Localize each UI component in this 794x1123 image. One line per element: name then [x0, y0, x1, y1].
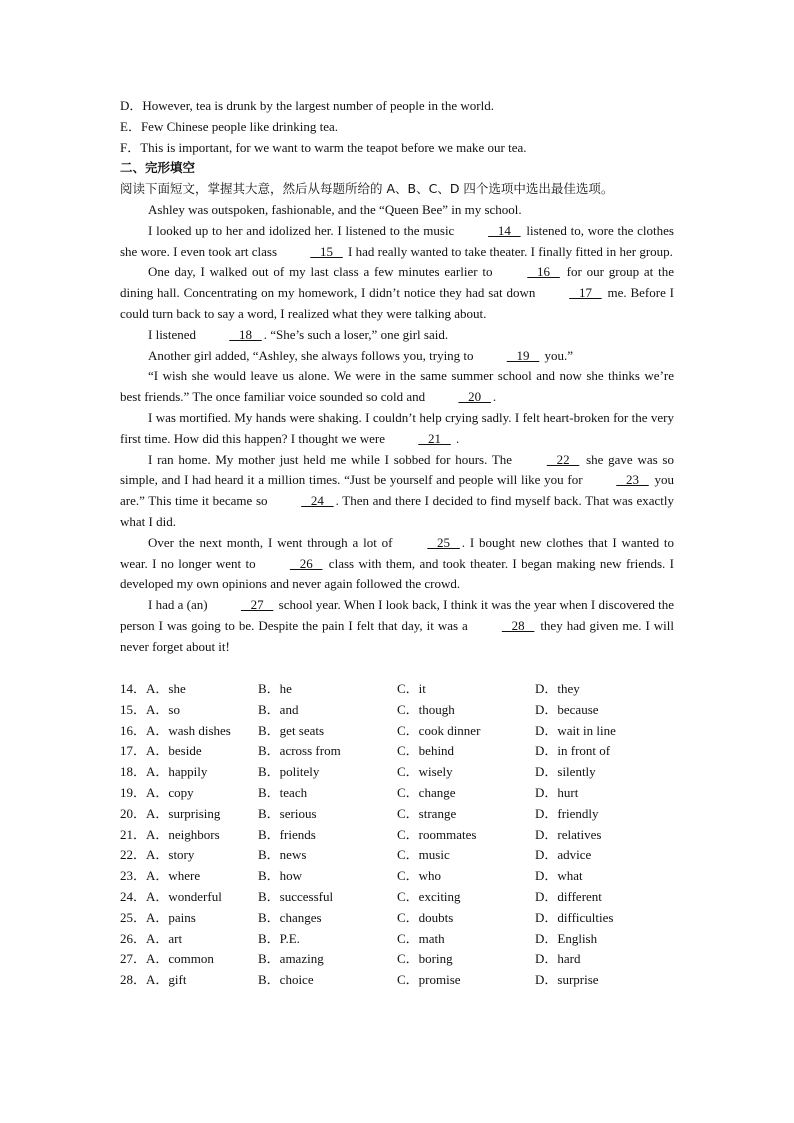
option-c: C．math [397, 930, 445, 946]
passage-text: . [492, 389, 497, 405]
option-f-line: F．This is important, for we want to warm the teapot before we make our tea. [120, 139, 527, 155]
option-d-line: D．However, tea is drunk by the largest number of people in the world. [120, 98, 494, 113]
question-row [120, 783, 680, 804]
option-d: D．in front of [535, 743, 611, 759]
section-instruction: 阅读下面短文，掌握其大意，然后从每题所给的 A、B、C、D 四个选项中选出最佳选项。 [120, 181, 614, 197]
question-row [120, 970, 680, 991]
passage-paragraph [120, 408, 674, 450]
passage-text: . Then and there I decided to find myself back. That was exactly what I did. [120, 493, 674, 529]
option-c: C．behind [397, 743, 455, 759]
question-row [120, 762, 680, 783]
passage-text: . “She’s such a loser,” one girl said. [263, 326, 449, 342]
option-c: C．doubts [397, 909, 454, 925]
option-a: 16．A．wash dishes [120, 722, 231, 738]
option-d: D．what [535, 868, 583, 884]
option-b: B．news [258, 847, 307, 863]
option-d: D．relatives [535, 826, 602, 842]
option-b: B．serious [258, 805, 317, 821]
option-a: 14．A．she [120, 681, 186, 696]
passage-text: . [452, 430, 460, 446]
passage-paragraph [120, 595, 674, 657]
option-a: 15．A．so [120, 701, 180, 717]
passage-paragraph [120, 533, 674, 595]
question-row [120, 887, 680, 908]
option-a: 26．A．art [120, 930, 183, 946]
passage-text: Over the next month, I went through a lot of [148, 534, 398, 550]
cloze-blank: 23 [616, 472, 649, 488]
option-a: 20．A．surprising [120, 805, 221, 821]
cloze-blank: 18 [229, 326, 262, 342]
option-b: B．and [258, 701, 299, 717]
passage-text: for our group at the dining hall. Concentrating on my homework, I didn’t notice they had sat down [120, 264, 674, 301]
option-d: D．hurt [535, 784, 579, 800]
option-b: B．he [258, 681, 292, 696]
section-title: 二、完形填空 [120, 160, 196, 176]
passage-text: listened to, wore the clothes she wore. I even took art class [120, 222, 674, 259]
cloze-blank: 24 [301, 493, 334, 509]
passage-paragraph [120, 450, 674, 533]
option-e-line: E．Few Chinese people like drinking tea. [120, 118, 339, 134]
option-a: 25．A．pains [120, 909, 196, 925]
option-b: B．how [258, 868, 303, 884]
option-b: B．P.E. [258, 930, 300, 946]
option-b: B．get seats [258, 722, 325, 738]
option-a: 17．A．beside [120, 743, 202, 759]
cloze-blank: 19 [506, 347, 540, 363]
cloze-blank: 15 [310, 243, 343, 259]
option-c: C．change [397, 784, 456, 800]
option-c: C．promise [397, 972, 461, 988]
passage-text: she gave was so simple, and I had heard it a million times. “Just be yourself and people will like you for [120, 451, 674, 488]
option-c: C．exciting [397, 888, 461, 904]
option-d: D．because [535, 701, 599, 717]
option-c: C．though [397, 701, 455, 717]
option-c: C．who [397, 868, 442, 884]
option-a: 18．A．happily [120, 764, 208, 780]
question-row [120, 825, 680, 846]
cloze-blank: 22 [546, 451, 580, 467]
passage-text: class with them, and took theater. I began making new friends. I developed my own opinions and never again followed the crowd. [120, 555, 674, 592]
option-c: C．it [397, 681, 426, 696]
option-d: D．different [535, 888, 602, 904]
cloze-blank: 20 [458, 389, 491, 405]
option-c: C．wisely [397, 764, 453, 780]
option-b: B．friends [258, 826, 316, 842]
option-b: B．teach [258, 784, 308, 800]
option-c: C．cook dinner [397, 722, 481, 738]
cloze-blank: 27 [240, 597, 274, 613]
option-b: B．amazing [258, 951, 324, 967]
passage-text: they had given me. I will never forget about it! [120, 617, 674, 654]
passage-text: you.” [541, 347, 574, 363]
option-a: 21．A．neighbors [120, 826, 220, 842]
option-d: D．friendly [535, 805, 599, 821]
question-row [120, 700, 680, 721]
question-row [120, 721, 680, 742]
document-page [120, 96, 674, 658]
passage-text: Another girl added, “Ashley, she always follows you, trying to [148, 347, 477, 363]
option-b: B．politely [258, 764, 320, 780]
cloze-passage [120, 200, 674, 658]
passage-text: I looked up to her and idolized her. I listened to the music [148, 222, 459, 238]
option-a: 24．A．wonderful [120, 888, 222, 904]
option-d: D．wait in line [535, 722, 616, 738]
passage-text: . I bought new clothes that I wanted to wear. I no longer went to [120, 534, 674, 571]
option-a: 28．A．gift [120, 972, 187, 988]
passage-paragraph [120, 325, 674, 346]
option-b: B．across from [258, 743, 341, 759]
question-row [120, 949, 680, 970]
option-d: D．surprise [535, 972, 599, 988]
cloze-blank: 17 [569, 285, 602, 301]
passage-paragraph [120, 200, 674, 221]
passage-text: I listened [148, 326, 200, 342]
option-b: B．changes [258, 909, 322, 925]
question-row [120, 866, 680, 887]
passage-paragraph [120, 366, 674, 408]
question-row [120, 929, 680, 950]
cloze-blank: 14 [488, 222, 521, 238]
option-c: C．strange [397, 805, 457, 821]
option-a: 19．A．copy [120, 784, 194, 800]
passage-paragraph [120, 221, 674, 263]
question-row [120, 679, 680, 700]
option-d: D．hard [535, 951, 581, 967]
option-d: D．advice [535, 847, 592, 863]
passage-text: I had really wanted to take theater. I finally fitted in her group. [344, 243, 673, 259]
passage-text: you are.” This time it became so [120, 472, 675, 509]
question-row [120, 741, 680, 762]
passage-text: Ashley was outspoken, fashionable, and the “Queen Bee” in my school. [148, 201, 522, 217]
question-row [120, 804, 680, 825]
passage-text: One day, I walked out of my last class a few minutes earlier to [148, 264, 498, 280]
cloze-blank: 26 [289, 555, 323, 571]
option-c: C．roommates [397, 826, 477, 842]
option-c: C．boring [397, 951, 453, 967]
option-d: D．difficulties [535, 909, 614, 925]
question-row [120, 845, 680, 866]
option-d: D．silently [535, 764, 596, 780]
option-a: 27．A．common [120, 951, 214, 967]
option-d: D．they [535, 681, 580, 696]
passage-text: I was mortified. My hands were shaking. I couldn’t help crying sadly. I felt heart-broken for the very first time. How did this happen? I thought we were [120, 409, 674, 446]
passage-text: I had a (an) [148, 597, 211, 613]
passage-text: “I wish she would leave us alone. We were in the same summer school and now she thinks we’re best friends.” The once familiar voice sounded so cold and [120, 368, 674, 405]
passage-text: school year. When I look back, I think it was the year when I discovered the person I was going to be. Despite the pain I felt that day, it was a [120, 597, 674, 633]
cloze-blank: 16 [527, 264, 560, 280]
option-b: B．choice [258, 972, 314, 988]
question-row [120, 908, 680, 929]
cloze-blank: 21 [418, 430, 451, 446]
passage-text: me. Before I could turn back to say a word, I realized what they were talking about. [120, 285, 674, 321]
cloze-blank: 28 [501, 617, 535, 633]
cloze-blank: 25 [427, 534, 460, 550]
option-a: 23．A．where [120, 868, 201, 884]
question-options-table [120, 679, 680, 991]
option-b: B．successful [258, 888, 334, 904]
passage-text: I ran home. My mother just held me while I sobbed for hours. The [148, 451, 517, 467]
option-c: C．music [397, 847, 450, 863]
passage-paragraph [120, 346, 674, 367]
passage-paragraph [120, 262, 674, 324]
option-d: D．English [535, 930, 598, 946]
option-a: 22．A．story [120, 847, 195, 863]
